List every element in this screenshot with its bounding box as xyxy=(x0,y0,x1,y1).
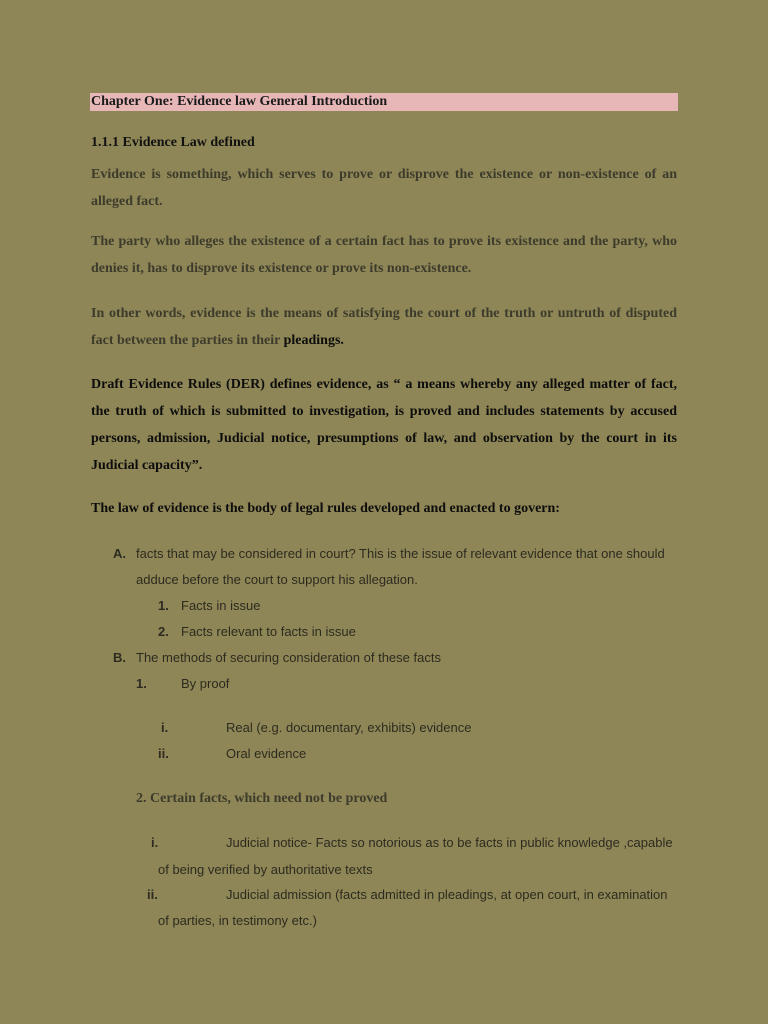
section-title: 1.1.1 Evidence Law defined xyxy=(91,135,255,150)
list-item-ci-line1: Judicial notice- Facts so notorious as to be facts in public knowledge ,capable xyxy=(226,835,673,850)
paragraph-law-of-evidence: The law of evidence is the body of legal rules developed and enacted to govern: xyxy=(91,501,560,516)
chapter-title: Chapter One: Evidence law General Introduction xyxy=(91,94,388,109)
list-marker-a1: 1. xyxy=(158,598,169,613)
paragraph-der-definition: Draft Evidence Rules (DER) defines evidence, as “ a means whereby any alleged matter of fact, the truth of which is submitted to investigation, is proved and includes statements by accused persons, admission, Judicial notice, presumptions of law, and observation by the court in its Judicial capacity”. xyxy=(91,377,677,473)
list-item-a-line1: facts that may be considered in court? This is the issue of relevant evidence that one should xyxy=(136,546,665,561)
paragraph-other-words xyxy=(91,300,677,354)
list-marker-ci: i. xyxy=(151,835,159,850)
list-marker-bii: ii. xyxy=(158,746,169,761)
list-item-a2: Facts relevant to facts in issue xyxy=(181,624,356,639)
list-item-a1: Facts in issue xyxy=(181,598,261,613)
paragraph-burden-of-proof: The party who alleges the existence of a certain fact has to prove its existence and the party, who denies it, has to disprove its existence or prove its non-existence. xyxy=(91,234,677,276)
list-marker-a2: 2. xyxy=(158,624,169,639)
list-item-cii-line1: Judicial admission (facts admitted in pleadings, at open court, in examination xyxy=(226,887,668,902)
list-marker-b1: 1. xyxy=(136,676,147,691)
list-item-b1: By proof xyxy=(181,676,230,691)
list-item-a-line2: adduce before the court to support his allegation. xyxy=(136,572,418,587)
list-marker-bi: i. xyxy=(161,720,169,735)
paragraph-other-words-text: In other words, evidence is the means of satisfying the court of the truth or untruth of disputed fact between the parties in their xyxy=(91,306,677,348)
pleadings-word: pleadings. xyxy=(283,333,344,348)
list-marker-b: B. xyxy=(113,650,126,665)
list-item-bi: Real (e.g. documentary, exhibits) evidence xyxy=(226,720,472,735)
list-item-cii-line2: of parties, in testimony etc.) xyxy=(158,913,317,928)
list-item-ci-line2: of being verified by authoritative texts xyxy=(158,862,373,877)
paragraph-definition: Evidence is something, which serves to prove or disprove the existence or non-existence of an alleged fact. xyxy=(91,167,677,209)
list-item-b: The methods of securing consideration of these facts xyxy=(136,650,441,665)
list-item-bii: Oral evidence xyxy=(226,746,307,761)
list-marker-cii: ii. xyxy=(147,887,158,902)
subheading-facts-not-proved: 2. Certain facts, which need not be proved xyxy=(136,791,388,806)
list-item-a xyxy=(136,541,681,593)
list-marker-a: A. xyxy=(113,546,126,561)
